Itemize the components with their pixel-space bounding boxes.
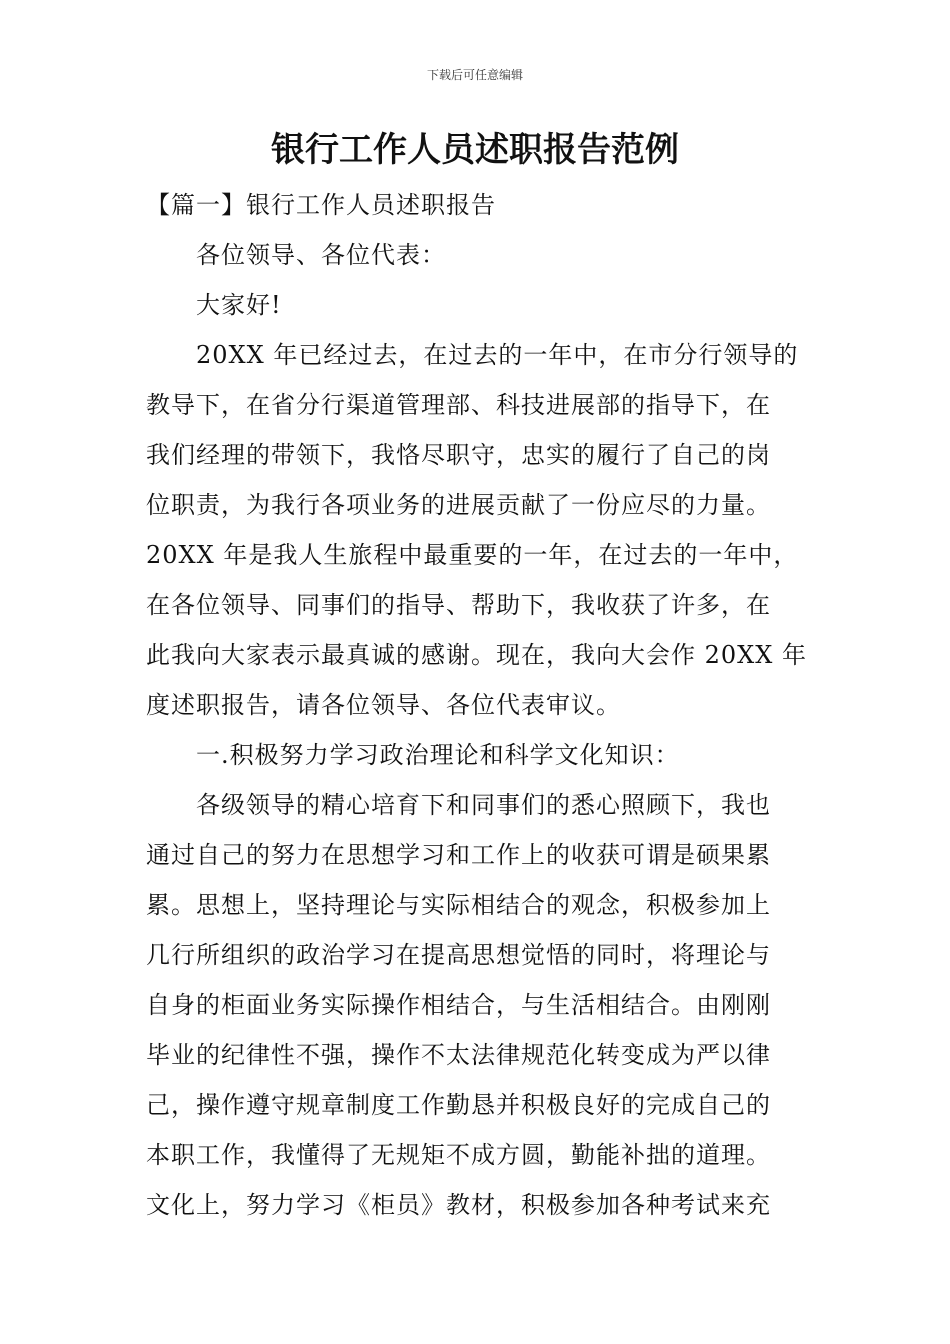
header-note: 下载后可任意编辑: [426, 68, 523, 82]
document-body: [146, 180, 836, 1230]
paragraph-line: 几行所组织的政治学习在提高思想觉悟的同时，将理论与: [146, 941, 771, 969]
subheading: 一.积极努力学习政治理论和科学文化知识：: [196, 741, 680, 769]
paragraph-line: 毕业的纪律性不强，操作不太法律规范化转变成为严以律: [146, 1041, 771, 1069]
paragraph-line: 通过自己的努力在思想学习和工作上的收获可谓是硕果累: [146, 841, 771, 869]
salutation: 各位领导、各位代表：: [196, 241, 446, 269]
paragraph-line: 我们经理的带领下，我恪尽职守，忠实的履行了自己的岗: [146, 441, 771, 469]
paragraph-line: 20XX 年是我人生旅程中最重要的一年，在过去的一年中，: [146, 541, 799, 569]
paragraph-line: 在各位领导、同事们的指导、帮助下，我收获了许多，在: [146, 591, 771, 619]
document-title: 银行工作人员述职报告范例: [271, 130, 679, 170]
paragraph-line: 教导下，在省分行渠道管理部、科技进展部的指导下，在: [146, 391, 771, 419]
paragraph-line: 20XX 年已经过去，在过去的一年中，在市分行领导的: [196, 341, 799, 369]
paragraph-line: 文化上，努力学习《柜员》教材，积极参加各种考试来充: [146, 1191, 771, 1219]
greeting: 大家好!: [196, 291, 282, 319]
paragraph-line: 自身的柜面业务实际操作相结合，与生活相结合。由刚刚: [146, 991, 771, 1019]
paragraph-line: 此我向大家表示最真诚的感谢。现在，我向大会作 20XX 年: [146, 641, 807, 669]
paragraph-line: 己，操作遵守规章制度工作勤恳并积极良好的完成自己的: [146, 1091, 771, 1119]
section-heading: 【篇一】银行工作人员述职报告: [146, 191, 496, 219]
paragraph-line: 位职责，为我行各项业务的进展贡献了一份应尽的力量。: [146, 491, 771, 519]
paragraph-line: 本职工作，我懂得了无规矩不成方圆，勤能补拙的道理。: [146, 1141, 771, 1169]
paragraph-line: 各级领导的精心培育下和同事们的悉心照顾下，我也: [196, 791, 771, 819]
paragraph-line: 度述职报告，请各位领导、各位代表审议。: [146, 691, 621, 719]
paragraph-line: 累。思想上，坚持理论与实际相结合的观念，积极参加上: [146, 891, 771, 919]
